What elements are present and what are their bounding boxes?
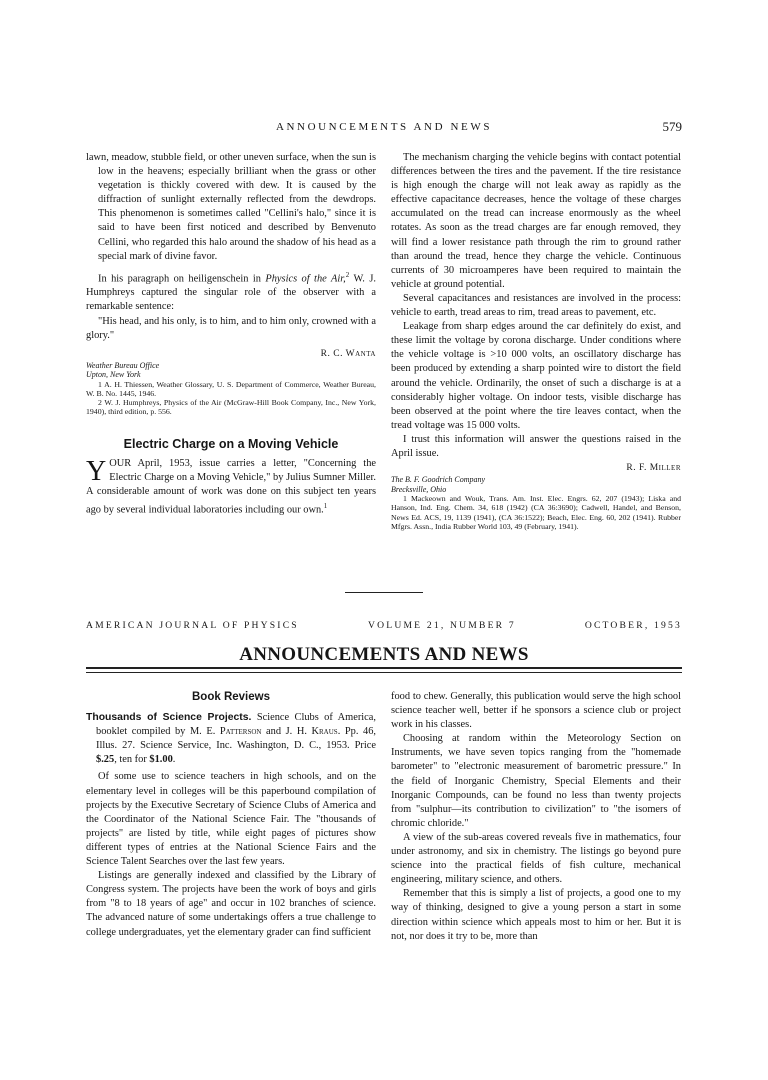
- volume-number: VOLUME 21, NUMBER 7: [368, 620, 516, 631]
- journal-name: AMERICAN JOURNAL OF PHYSICS: [86, 620, 299, 631]
- bottom-left-column: [86, 690, 376, 940]
- review-paragraph-6: Remember that this is simply a list of projects, a good one to my way of thinking, designed to give a young person a start in some direction within science which appeals most to him or her. But it is not, nor does it try to be, more than: [391, 888, 681, 942]
- review-paragraph-5: A view of the sub-areas covered reveals five in mathematics, four under astronomy, and six in chemistry. The listings go beyond pure science into the practical fields of fish culture, mechanical engineering, military science, and others.: [391, 831, 681, 886]
- review-paragraph-4: Choosing at random within the Meteorology Section on Instruments, we have seven topics ranging from the "homemade barometer" to "electronic measurement of barometric pressure." In the field of Inorganic Chemistry, Special Elements and their Inorganic Compounds, can be found no less than twenty projects from "sulphur—its contribution to civilization" to "the isomers of chromic chloride.": [391, 733, 681, 829]
- section-title-electric-charge: Electric Charge on a Moving Vehicle: [123, 436, 339, 451]
- closing-paragraph: I trust this information will answer the questions raised in the April issue.: [391, 433, 681, 459]
- review-paragraph-1: Of some use to science teachers in high schools, and on the elementary level in colleges will be this paperbound compilation of projects by the Executive Secretary of Science Clubs of America and the Coordinator of the National Science Fair. The "thousands of projects" are listed by title, while eight pages of pictures show different types of entries at the National Science Fairs and the Science Talent Searches over the last few years.: [86, 771, 376, 868]
- top-left-column: [86, 151, 376, 518]
- page-number: 579: [662, 119, 682, 134]
- footnote-1: 1 Mackeown and Wouk, Trans. Am. Inst. Elec. Engrs. 62, 207 (1943); Liska and Hanson, Ind. Eng. Chem. 34, 618 (1942) (CA 36:3690); Cadwell, Handel, and Benson, News Ed. ACS, 19, 1139 (1941), (CA 36:1522); Beach, Elec. Eng. 60, 202 (1941). Rubber Mfgrs. Assn., India Rubber World 103, 49 (February, 1941).: [391, 494, 681, 531]
- review-paragraph-2: Listings are generally indexed and classified by the Library of Congress system. The projects have been the work of boys and girls from "8 to 18 years of age" and occur in 102 branches of science. The advanced nature of some undertakings offers a true challenge to college undergraduates, yet the elementary grader can find sufficient: [86, 870, 376, 938]
- review-paragraph-3: food to chew. Generally, this publication would serve the high school science teacher well, better if he sponsors a science club or project work in his classes.: [391, 691, 681, 731]
- leakage-paragraph: Leakage from sharp edges around the car definitely do exist, and these limit the voltage by corona discharge. Under conditions where the vehicle voltage is >10 000 volts, an oscillatory discharge has been produced by extending a sharp pointed wire to distort the field around the vehicle. Ordinarily, the onset of such a discharge is at a considerably higher voltage. On indoor tests, visible discharge has been observed at the point where the tire leaves contact, when the tread voltage was 15 000 volts.: [391, 321, 681, 431]
- affiliation-line-2: Upton, New York: [86, 370, 141, 380]
- humphreys-paragraph: In his paragraph on heiligenschein in Physics of the Air,$^2$ W. J. Humphreys captured the singular role of the observer with a remarkable sentence:: [86, 270, 376, 313]
- signature-wanta: R. C. Wanta: [320, 348, 376, 359]
- heading-rule-thick: [86, 667, 682, 669]
- capacitances-paragraph: Several capacitances and resistances are involved in the process: vehicle to earth, tread areas to rim, tread areas to pavement, etc.: [391, 292, 681, 319]
- quote-paragraph: "His head, and his only, is to him, and to him only, crowned with a glory.": [86, 315, 376, 341]
- book-citation: Thousands of Science Projects. Science Clubs of America, booklet compiled by M. E. Patterson and J. H. Kraus. Pp. 46, Illus. 27. Science Service, Inc. Washington, D. C., 1953. Price $.25, ten for $1.00.: [86, 712, 376, 766]
- signature-miller: R. F. Miller: [626, 463, 681, 474]
- running-head: ANNOUNCEMENTS AND NEWS: [275, 121, 493, 133]
- affiliation-line-2: Brecksville, Ohio: [391, 484, 447, 494]
- book-reviews-heading: Book Reviews: [192, 691, 270, 703]
- footnote-2: 2 W. J. Humphreys, Physics of the Air (McGraw-Hill Book Company, Inc., New York, 1940), third edition, p. 556.: [86, 398, 376, 417]
- top-right-column: [391, 151, 681, 531]
- affiliation-line-1: The B. F. Goodrich Company: [391, 475, 486, 485]
- drop-cap: Y: [86, 455, 107, 487]
- heiligenschein-paragraph: lawn, meadow, stubble field, or other uneven surface, when the sun is low in the heavens; especially brilliant when the grass or other vegetation is thickly covered with dew. It is caused by the diffraction of sunlight externally reflected from the dewdrops. This phenomenon is sometimes called "Cellini's halo," since it is said to have been first noticed and described by Benvenuto Cellini, who regarded this halo around the shadow of his head as a special mark of divine favor.: [86, 152, 376, 262]
- affiliation-line-1: Weather Bureau Office: [86, 360, 160, 370]
- divider: [345, 592, 423, 593]
- mechanism-paragraph: The mechanism charging the vehicle begins with contact potential differences between the tires and the pavement. If the tire resistance is high enough the charge will not leak away as rapidly as the effective capacitance decreases, hence the voltage of these charges accumulated on the tread can increase enormously as the wheel rotates. As soon as the tread charges are far enough removed, they will find a lower resistance path through the rim to ground rather than around the tread, hence they charge the vehicle. Continuous currents of 30 microamperes have been required to maintain the vehicle at ground potential.: [391, 152, 681, 290]
- section-heading: ANNOUNCEMENTS AND NEWS: [239, 644, 529, 665]
- letter-paragraph: YOUR April, 1953, issue carries a letter, "Concerning the Electric Charge on a Moving Vehicle," by Julius Sumner Miller. A considerable amount of work was done on this subject ten years ago by several individual laboratories including our own.$^1$: [86, 455, 376, 516]
- issue-date: OCTOBER, 1953: [584, 620, 682, 631]
- heading-rule-thin: [86, 672, 682, 673]
- footnote-1: 1 A. H. Thiessen, Weather Glossary, U. S. Department of Commerce, Weather Bureau, W. B. No. 1445, 1946.: [86, 379, 376, 398]
- bottom-right-column: [391, 690, 681, 944]
